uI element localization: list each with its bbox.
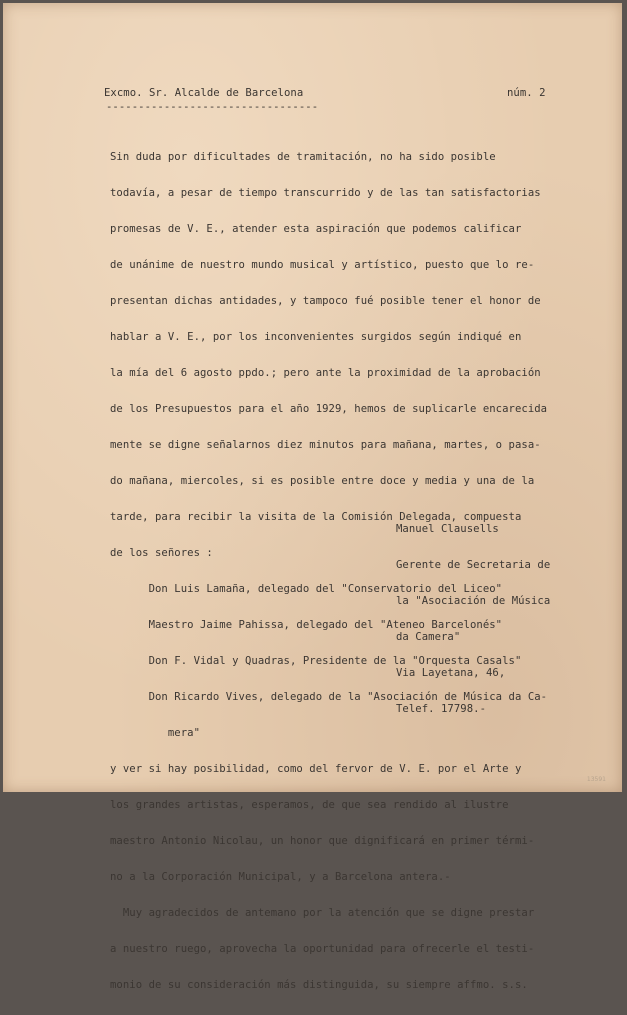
body-line: tarde, para recibir la visita de la Comisión Delegada, compuesta bbox=[110, 511, 522, 523]
signature-address: Via Layetana, 46, bbox=[396, 667, 506, 679]
body-line: monio de su consideración más distinguida, su siempre affmo. s.s. bbox=[110, 979, 528, 991]
signature-line: la "Asociación de Música bbox=[396, 595, 551, 607]
signature-phone: Telef. 17798.- bbox=[396, 703, 486, 715]
delegate-line: mera" bbox=[110, 727, 200, 739]
signature-block bbox=[396, 499, 550, 739]
delegate-line: Don Luis Lamaña, delegado del "Conservatorio del Liceo" bbox=[110, 583, 503, 595]
body-line: de los Presupuestos para el año 1929, hemos de suplicarle encarecida bbox=[110, 403, 548, 415]
recipient-line: Excmo. Sr. Alcalde de Barcelona bbox=[104, 87, 304, 99]
body-line: de unánime de nuestro mundo musical y artístico, puesto que lo re- bbox=[110, 259, 535, 271]
body-line: hablar a V. E., por los inconvenientes surgidos según indiqué en bbox=[110, 331, 522, 343]
body-line: la mía del 6 agosto ppdo.; pero ante la proximidad de la aprobación bbox=[110, 367, 541, 379]
body-line: promesas de V. E., atender esta aspiración que podemos calificar bbox=[110, 223, 522, 235]
letter-number: núm. 2 bbox=[507, 87, 546, 99]
body-line: todavía, a pesar de tiempo transcurrido y de las tan satisfactorias bbox=[110, 187, 541, 199]
underline-rule: --------------------------------- bbox=[106, 101, 319, 113]
delegate-line: Don F. Vidal y Quadras, Presidente de la "Orquesta Casals" bbox=[110, 655, 522, 667]
body-line: y ver si hay posibilidad, como del fervor de V. E. por el Arte y bbox=[110, 763, 522, 775]
body-line: los grandes artistas, esperamos, de que sea rendido al ilustre bbox=[110, 799, 509, 811]
body-line: no a la Corporación Municipal, y a Barcelona antera.- bbox=[110, 871, 451, 883]
body-line: de los señores : bbox=[110, 547, 213, 559]
body-line: do mañana, miercoles, si es posible entre doce y media y una de la bbox=[110, 475, 535, 487]
letter-page bbox=[3, 3, 622, 991]
body-line: a nuestro ruego, aprovecha la oportunidad para ofrecerle el testi- bbox=[110, 943, 535, 955]
signature-name: Manuel Clausells bbox=[396, 523, 499, 535]
archive-mark: 13591 bbox=[586, 776, 606, 783]
body-line: Muy agradecidos de antemano por la atención que se digne prestar bbox=[110, 907, 535, 919]
delegate-line: Maestro Jaime Pahissa, delegado del "Ateneo Barcelonés" bbox=[110, 619, 503, 631]
body-line: Sin duda por dificultades de tramitación, no ha sido posible bbox=[110, 151, 496, 163]
delegate-line: Don Ricardo Vives, delegado de la "Asociación de Música da Ca- bbox=[110, 691, 548, 703]
signature-line: Gerente de Secretaria de bbox=[396, 559, 551, 571]
body-line: presentan dichas antidades, y tampoco fué posible tener el honor de bbox=[110, 295, 541, 307]
body-line: mente se digne señalarnos diez minutos para mañana, martes, o pasa- bbox=[110, 439, 541, 451]
body-line: maestro Antonio Nicolau, un honor que dignificará en primer térmi- bbox=[110, 835, 535, 847]
signature-line: da Camera" bbox=[396, 631, 461, 643]
